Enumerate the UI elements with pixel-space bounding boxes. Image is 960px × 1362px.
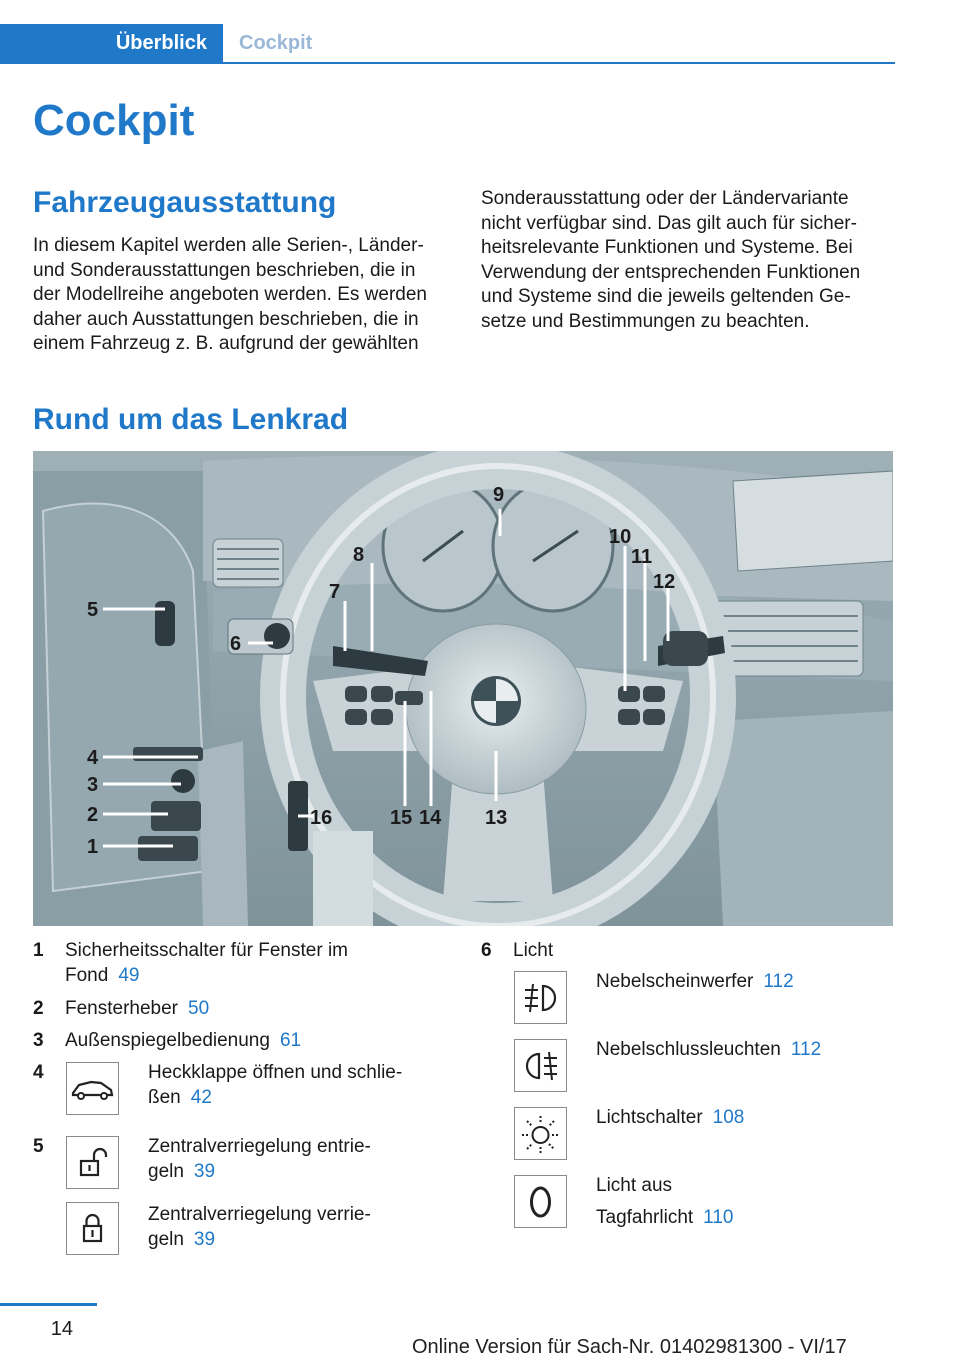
page-link[interactable]: 39 <box>193 1161 216 1182</box>
light-off-zero-icon <box>514 1175 567 1228</box>
legend-item-label: Zentralverriegelung verrie- geln <box>148 1204 371 1250</box>
section-heading-equipment: Fahrzeugausstattung <box>33 186 337 219</box>
legend-left <box>33 938 443 1268</box>
section-heading-steering-wheel: Rund um das Lenkrad <box>33 403 349 436</box>
page-link[interactable]: 112 <box>790 1039 822 1060</box>
legend-right <box>481 938 891 1238</box>
tab-cockpit[interactable]: Cockpit <box>239 32 313 54</box>
intro-text-left: In diesem Kapitel werden alle Serien-, Länder- und Sonderausstattungen beschrieben, die in der Modellreihe angeboten werden. Es werden daher auch Ausstattungen beschrieben, die in einem Fahrzeug z. B. aufgrund der gewählten <box>33 235 427 354</box>
legend-item-label: Außenspiegelbedienung <box>65 1030 270 1051</box>
page-link[interactable]: 42 <box>190 1087 212 1108</box>
callout-6: 6 <box>230 633 242 655</box>
legend-item-fog-rear <box>596 1037 821 1062</box>
page-link[interactable]: 50 <box>188 998 210 1019</box>
legend-number: 2 <box>33 998 44 1019</box>
header-tabs <box>0 24 895 64</box>
callout-5: 5 <box>87 599 99 621</box>
callout-13: 13 <box>485 807 508 829</box>
online-version-note: Online Version für Sach-Nr. 01402981300 - VI/17 <box>412 1336 847 1358</box>
legend-item-5 <box>148 1134 438 1184</box>
car-tailgate-icon <box>66 1062 119 1115</box>
legend-item-3 <box>65 1028 301 1053</box>
legend-item-1 <box>65 938 415 988</box>
legend-item-label: Tagfahrlicht <box>596 1207 694 1228</box>
legend-item-6-title: Licht <box>513 940 554 961</box>
tab-overview[interactable]: Überblick <box>0 24 223 62</box>
callout-10: 10 <box>609 526 632 548</box>
legend-item-label: Sicherheitsschalter für Fenster im Fond <box>65 940 348 986</box>
page-link[interactable]: 49 <box>118 965 140 986</box>
page-link[interactable]: 61 <box>279 1030 302 1051</box>
page-number: 14 <box>50 1318 73 1340</box>
callout-12: 12 <box>653 571 676 593</box>
intro-text-right: Sonderausstattung oder der Ländervariante nicht verfügbar sind. Das gilt auch für sicher- heitsrelevante Funktionen und Systeme. Bei Verwendung der entsprechenden Funktionen und Systeme sind die jeweils geltenden Ge- setze und Bestimmungen zu beachten. <box>481 188 861 332</box>
legend-item-2 <box>65 996 209 1021</box>
legend-number: 4 <box>33 1062 44 1083</box>
light-switch-icon <box>514 1107 567 1160</box>
legend-item-label: Nebelscheinwerfer <box>596 971 754 992</box>
callout-8: 8 <box>353 544 365 566</box>
lock-icon <box>66 1202 119 1255</box>
legend-number: 6 <box>481 940 492 961</box>
page-link[interactable]: 112 <box>763 971 794 992</box>
callout-11: 11 <box>631 546 653 568</box>
callout-2: 2 <box>87 804 99 826</box>
callout-16: 16 <box>310 807 333 829</box>
legend-number: 1 <box>33 940 44 961</box>
legend-item-light-switch <box>596 1105 744 1130</box>
unlock-icon <box>66 1136 119 1189</box>
callout-9: 9 <box>493 484 505 506</box>
page-link[interactable]: 110 <box>703 1207 734 1228</box>
page-link[interactable]: 39 <box>193 1229 216 1250</box>
callout-4: 4 <box>87 747 99 769</box>
page-title: Cockpit <box>33 96 195 145</box>
legend-item-label: Zentralverriegelung entrie- geln <box>148 1136 371 1182</box>
legend-item-label: Lichtschalter <box>596 1107 703 1128</box>
cockpit-drawing <box>33 451 893 926</box>
legend-item-5b <box>148 1202 438 1252</box>
legend-number: 5 <box>33 1136 44 1157</box>
page-link[interactable]: 108 <box>712 1107 745 1128</box>
legend-item-label: Nebelschlussleuchten <box>596 1039 781 1060</box>
callout-15: 15 <box>390 807 413 829</box>
callout-1: 1 <box>87 836 99 858</box>
legend-item-fog-front <box>596 969 794 994</box>
cockpit-illustration <box>33 451 893 926</box>
legend-item-label: Heckklappe öffnen und schlie- ßen <box>148 1062 403 1108</box>
legend-item-4 <box>148 1060 438 1110</box>
legend-item-daytime-light <box>596 1205 733 1230</box>
rear-fog-light-icon <box>514 1039 567 1092</box>
legend-item-light-off: Licht aus <box>596 1175 673 1196</box>
callout-7: 7 <box>329 581 341 603</box>
front-fog-light-icon <box>514 971 567 1024</box>
footer-accent-line <box>0 1303 97 1306</box>
callout-14: 14 <box>419 807 442 829</box>
callout-3: 3 <box>87 774 99 796</box>
legend-number: 3 <box>33 1030 44 1051</box>
legend-item-label: Fensterheber <box>65 998 179 1019</box>
